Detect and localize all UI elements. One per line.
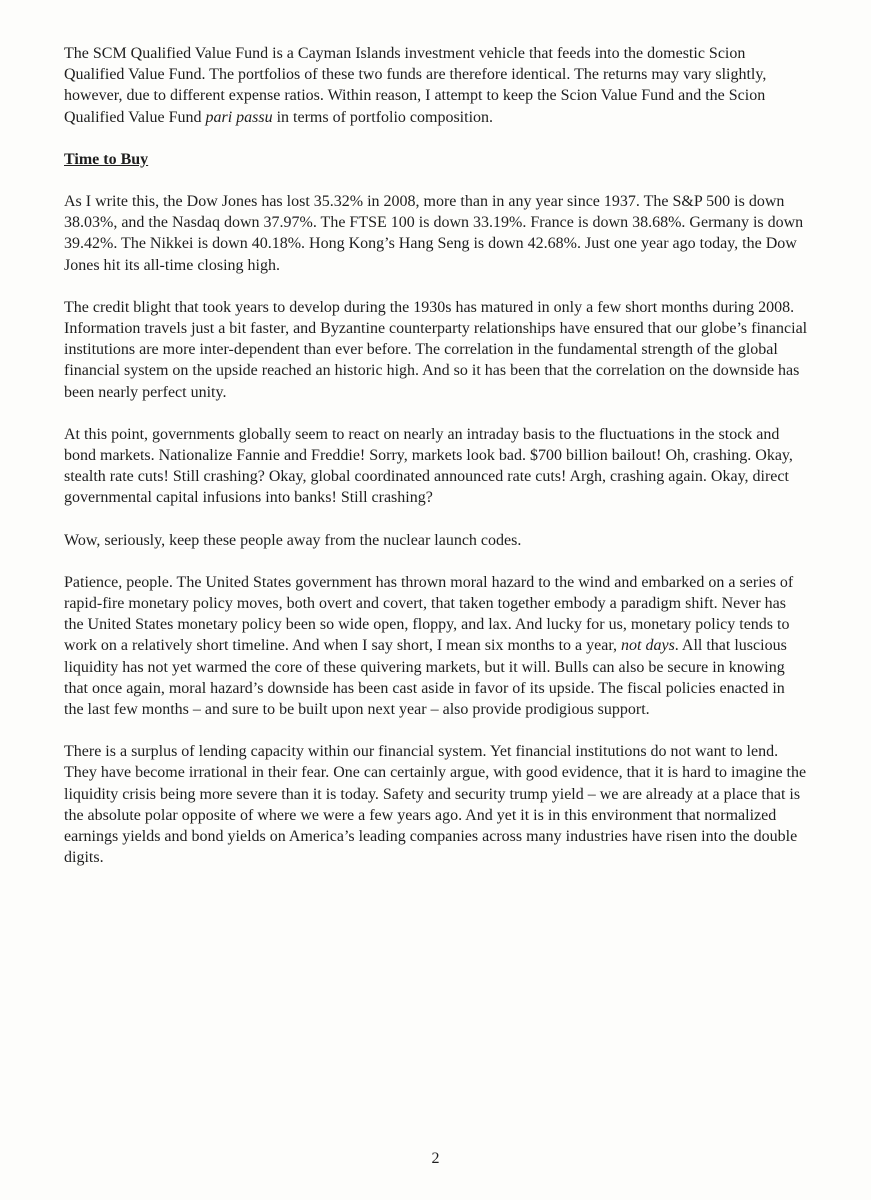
text-segment: in terms of portfolio composition.: [272, 108, 494, 126]
paragraph-patience: [64, 572, 808, 720]
text-segment: As I write this, the Dow Jones has lost 35.32% in 2008, more than in any year since 1937. The S&P 500 is down 38.03%, and the Nasdaq down 37.97%. The FTSE 100 is down 33.19%. France is down 38.68%. Germany is down 39.42%. The Nikkei is down 40.18%. Hong Kong’s Hang Seng is down 42.68%. Just one year ago today, the Dow Jones hit its all-time closing high.: [64, 193, 804, 274]
text-segment: At this point, governments globally seem to react on nearly an intraday basis to the fluctuations in the stock and bond markets. Nationalize Fannie and Freddie! Sorry, markets look bad. $700 billion bailout! Oh, crashing. Okay, stealth rate cuts! Still crashing? Okay, global coordinated announced rate cuts! Argh, crashing again. Okay, direct governmental capital infusions into banks! Still crashing?: [64, 425, 793, 507]
paragraph-market-losses: [64, 191, 808, 276]
text-segment: . All that luscious liquidity has not yet warmed the core of these quivering markets, but it will. Bulls can also be secure in knowing that once again, moral hazard’s downside has been cast aside in favor of its upside. The fiscal policies enacted in the last few months – and sure to be built upon next year – also provide prodigious support.: [64, 637, 787, 719]
paragraph-intro: [64, 43, 808, 128]
text-segment: The SCM Qualified Value Fund is a Cayman Islands investment vehicle that feeds into the domestic Scion Qualified Value Fund. The portfolios of these two funds are therefore identical. The returns may vary slightly, however, due to different expense ratios. Within reason, I attempt to keep the Scion Value Fund and the Scion Qualified Value Fund: [64, 45, 767, 126]
page-number: 2: [431, 1150, 440, 1167]
text-segment: The credit blight that took years to develop during the 1930s has matured in only a few short months during 2008. Information travels just a bit faster, and Byzantine counterparty relationships have ensured that our globe’s financial institutions are more inter-dependent than ever before. The correlation in the fundamental strength of the global financial system on the upside reached an historic high. And so it has been that the correlation on the downside has been nearly perfect unity.: [64, 298, 808, 401]
heading-text: Time to Buy: [64, 150, 149, 168]
text-segment: Wow, seriously, keep these people away from the nuclear launch codes.: [64, 531, 522, 549]
paragraph-lending: [64, 741, 808, 868]
paragraph-governments: [64, 424, 808, 509]
paragraph-launch-codes: [64, 530, 808, 551]
italic-segment: not days: [621, 637, 675, 655]
italic-segment: pari passu: [205, 108, 273, 126]
text-segment: Patience, people. The United States government has thrown moral hazard to the wind and embarked on a series of rapid-fire monetary policy moves, both overt and covert, that taken together embody a paradigm shift. Never has the United States monetary policy been so wide open, floppy, and lax. And lucky for us, monetary policy tends to work on a relatively short timeline. And when I say short, I mean six months to a year,: [64, 573, 794, 655]
text-segment: There is a surplus of lending capacity within our financial system. Yet financial institutions do not want to lend. They have become irrational in their fear. One can certainly argue, with good evidence, that it is hard to imagine the liquidity crisis being more severe than it is today. Safety and security trump yield – we are already at a place that is the absolute polar opposite of where we were a few years ago. And yet it is in this environment that normalized earnings yields and bond yields on America’s leading companies across many industries have risen into the double digits.: [64, 743, 807, 867]
paragraph-credit-blight: [64, 297, 808, 403]
document-body: [64, 43, 808, 890]
section-heading: [64, 149, 808, 170]
